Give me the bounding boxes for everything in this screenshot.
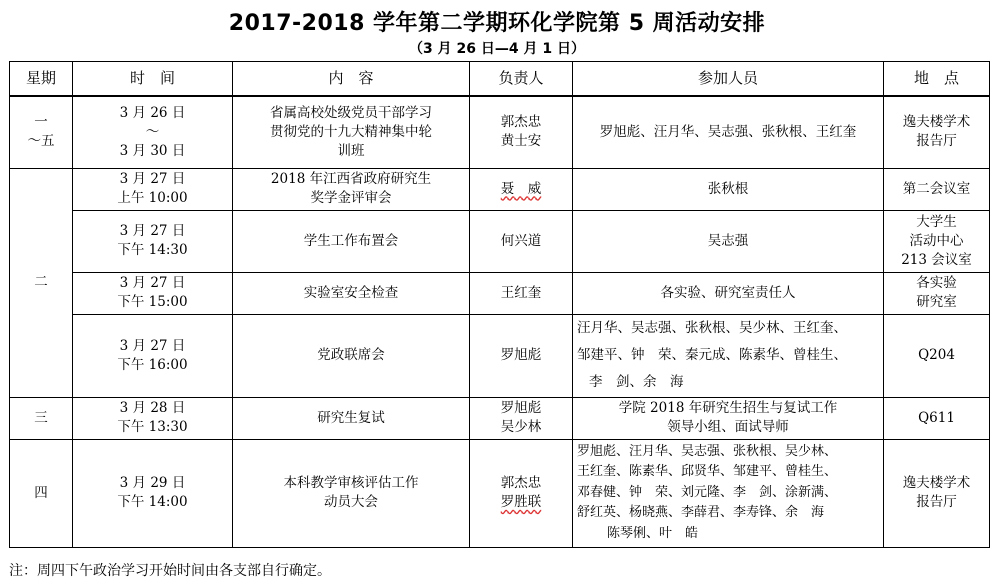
table-row bbox=[10, 397, 990, 439]
location-cell: Q611 bbox=[884, 397, 990, 439]
content-cell: 本科教学审核评估工作 动员大会 bbox=[233, 439, 470, 547]
day-cell: 二 bbox=[10, 168, 73, 397]
location-cell: 大学生 活动中心 213 会议室 bbox=[884, 210, 990, 272]
participants-cell: 汪月华、吴志强、张秋根、吴少林、王红奎、 邹建平、钟 荣、秦元成、陈素华、曾桂生、 李 剑、余 海 bbox=[573, 314, 884, 397]
date-range-subtitle: （3 月 26 日—4 月 1 日） bbox=[409, 41, 585, 57]
time-cell: 3 月 29 日 下午 14:00 bbox=[73, 439, 233, 547]
participants-cell: 吴志强 bbox=[573, 210, 884, 272]
content-cell: 省属高校处级党员干部学习 贯彻党的十九大精神集中轮 训班 bbox=[233, 96, 470, 168]
time-cell: 3 月 27 日 上午 10:00 bbox=[73, 168, 233, 210]
content-cell: 党政联席会 bbox=[233, 314, 470, 397]
table-row bbox=[10, 314, 990, 397]
table-row bbox=[10, 168, 990, 210]
header-location: 地 点 bbox=[884, 62, 990, 97]
content-cell: 实验室安全检查 bbox=[233, 272, 470, 314]
header-participants: 参加人员 bbox=[573, 62, 884, 97]
day-cell: 三 bbox=[10, 397, 73, 439]
leader-cell: 郭杰忠 黄士安 bbox=[470, 96, 573, 168]
leader-cell: 王红奎 bbox=[470, 272, 573, 314]
content-cell: 研究生复试 bbox=[233, 397, 470, 439]
time-cell: 3 月 27 日 下午 15:00 bbox=[73, 272, 233, 314]
table-row bbox=[10, 96, 990, 168]
time-cell: 3 月 28 日 下午 13:30 bbox=[73, 397, 233, 439]
location-cell: 第二会议室 bbox=[884, 168, 990, 210]
table-row bbox=[10, 272, 990, 314]
location-cell: 各实验 研究室 bbox=[884, 272, 990, 314]
day-cell: 四 bbox=[10, 439, 73, 547]
day-cell: 一 ～五 bbox=[10, 96, 73, 168]
leader-cell: 罗旭彪 吴少林 bbox=[470, 397, 573, 439]
page-title: 2017-2018 学年第二学期环化学院第 5 周活动安排 bbox=[228, 11, 766, 36]
time-cell: 3 月 27 日 下午 16:00 bbox=[73, 314, 233, 397]
header-row bbox=[10, 62, 990, 97]
leader-cell: 何兴道 bbox=[470, 210, 573, 272]
participants-cell: 张秋根 bbox=[573, 168, 884, 210]
leader-cell: 郭杰忠 罗胜联 bbox=[470, 439, 573, 547]
participants-cell: 罗旭彪、汪月华、吴志强、张秋根、王红奎 bbox=[573, 96, 884, 168]
footnote: 注：周四下午政治学习开始时间由各支部自行确定。 bbox=[9, 563, 331, 579]
participants-cell: 罗旭彪、汪月华、吴志强、张秋根、吴少林、 王红奎、陈素华、邱贤华、邹建平、曾桂生、 邓春健、钟 荣、刘元隆、李 剑、涂新满、 舒红英、杨晓燕、李薛君、李寿锋、余 海 陈琴俐、叶 皓 bbox=[573, 439, 884, 547]
location-cell: Q204 bbox=[884, 314, 990, 397]
leader-cell: 聂 威 bbox=[470, 168, 573, 210]
table-row bbox=[10, 210, 990, 272]
header-content: 内 容 bbox=[233, 62, 470, 97]
header-time: 时 间 bbox=[73, 62, 233, 97]
table-row bbox=[10, 439, 990, 547]
header-leader: 负责人 bbox=[470, 62, 573, 97]
time-cell: 3 月 27 日 下午 14:30 bbox=[73, 210, 233, 272]
header-day: 星期 bbox=[10, 62, 73, 97]
time-cell: 3 月 26 日 ～ 3 月 30 日 bbox=[73, 96, 233, 168]
schedule-table bbox=[9, 61, 990, 548]
location-cell: 逸夫楼学术 报告厅 bbox=[884, 96, 990, 168]
location-cell: 逸夫楼学术 报告厅 bbox=[884, 439, 990, 547]
leader-cell: 罗旭彪 bbox=[470, 314, 573, 397]
participants-cell: 各实验、研究室责任人 bbox=[573, 272, 884, 314]
content-cell: 学生工作布置会 bbox=[233, 210, 470, 272]
participants-cell: 学院 2018 年研究生招生与复试工作 领导小组、面试导师 bbox=[573, 397, 884, 439]
content-cell: 2018 年江西省政府研究生 奖学金评审会 bbox=[233, 168, 470, 210]
